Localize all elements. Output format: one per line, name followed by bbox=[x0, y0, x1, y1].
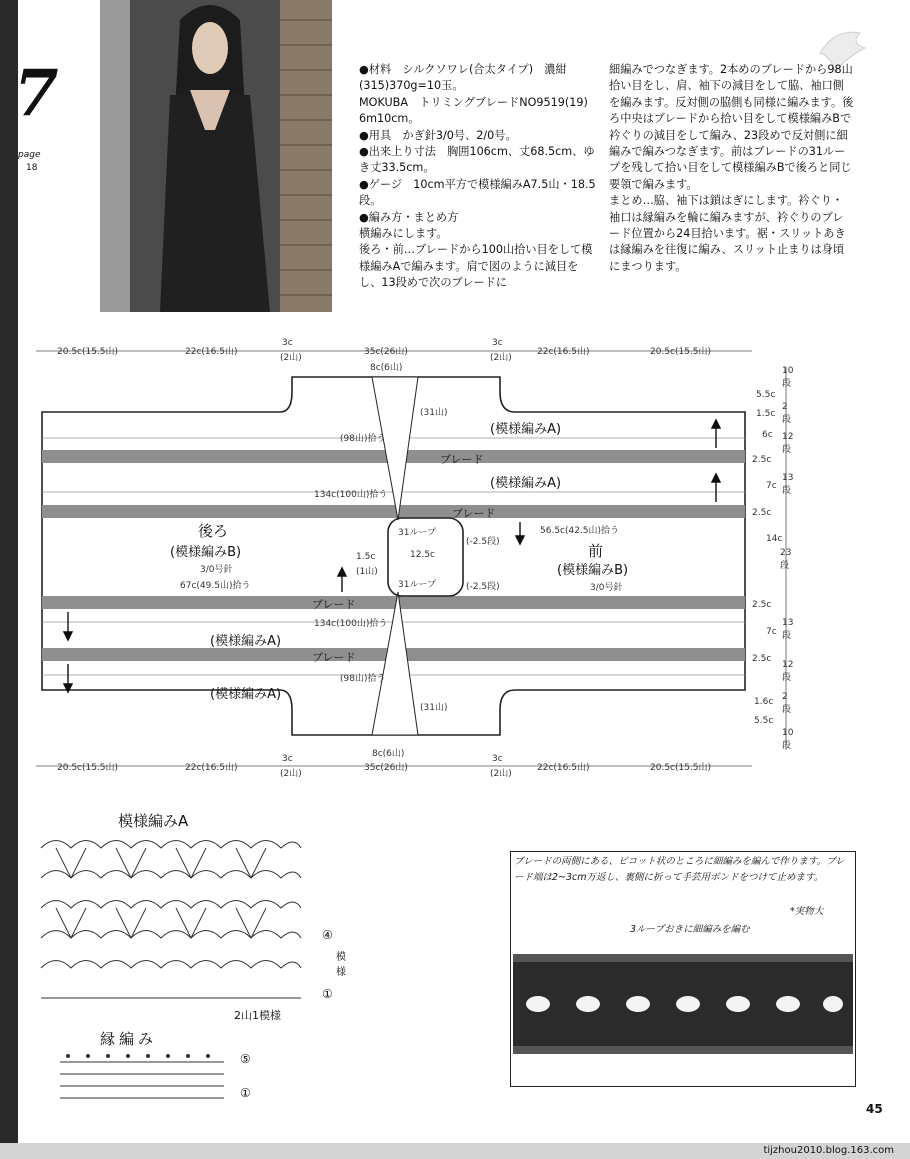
side-dim-4: 2段 bbox=[782, 402, 792, 425]
chart-a-title: 模様編みA bbox=[118, 812, 189, 830]
pickup-134-bottom: 134c(100山)拾う bbox=[314, 619, 388, 629]
braid-label-1: ブレード bbox=[440, 453, 484, 466]
back-needle: 3/0号針 bbox=[200, 565, 233, 575]
model-photo-graphic bbox=[100, 0, 332, 312]
dim-bottom-3: 3c bbox=[282, 754, 293, 764]
side-dim-17: 12段 bbox=[782, 660, 794, 683]
dim-top-4: (2山) bbox=[280, 353, 302, 363]
side-dim-15: 13段 bbox=[782, 618, 794, 641]
pickup-134-top: 134c(100山)拾う bbox=[314, 490, 388, 500]
side-dim-2: 10段 bbox=[782, 366, 794, 389]
pattern-a-label-3: (模様編みA) bbox=[210, 634, 282, 649]
braid-illustration bbox=[513, 944, 853, 1064]
side-dim-1: 5.5c bbox=[756, 390, 776, 400]
front-pickup: 56.5c(42.5山)拾う bbox=[540, 526, 620, 536]
loop-note: 3ループおきに細編みを編む bbox=[630, 924, 750, 935]
edge-row-5: ⑤ bbox=[240, 1052, 251, 1066]
back-pickup: 67c(49.5山)拾う bbox=[180, 581, 251, 591]
dim-top-10: 20.5c(15.5山) bbox=[650, 347, 712, 357]
back-label: 後ろ bbox=[198, 522, 229, 540]
braid-label-4: ブレード bbox=[312, 651, 356, 664]
side-dim-18: 1.6c bbox=[754, 697, 774, 707]
braid-label-3: ブレード bbox=[312, 598, 356, 611]
dim-bottom-7: 3c bbox=[492, 754, 503, 764]
dim-bottom-2: 22c(16.5山) bbox=[185, 763, 238, 773]
dim-top-2: 22c(16.5山) bbox=[185, 347, 238, 357]
pattern-a-label-1: (模様編みA) bbox=[490, 422, 562, 437]
edge-graphic bbox=[58, 1050, 226, 1102]
paren-31-bottom: (31山) bbox=[420, 703, 448, 713]
braid-2 bbox=[42, 505, 745, 518]
edge-row-1: ① bbox=[240, 1086, 251, 1100]
side-dim-16: 2.5c bbox=[752, 654, 772, 664]
neck-depth: 1.5c bbox=[356, 552, 376, 562]
side-dim-11: 14c bbox=[766, 534, 783, 544]
dim-top-3: 3c bbox=[282, 338, 293, 348]
model-photo bbox=[100, 0, 332, 312]
source-url: tijzhou2010.blog.163.com bbox=[763, 1145, 894, 1156]
braid-note-text: ブレードの両側にある、ピコット状のところに細編みを編んで作ります。ブレード端は2~3cm万返し、裏側に折って手芸用ボンドをつけて止めます。 bbox=[514, 856, 845, 883]
side-dim-9: 13段 bbox=[782, 473, 794, 496]
minus-bottom: (-2.5段) bbox=[466, 582, 500, 592]
page-word: page bbox=[18, 150, 41, 160]
chart-a-graphic bbox=[36, 828, 306, 1008]
dim-bottom-10: 20.5c(15.5山) bbox=[650, 763, 712, 773]
dim-bottom-5: 8c(6山) bbox=[372, 749, 405, 759]
side-dim-8: 7c bbox=[766, 481, 777, 491]
side-dim-7: 2.5c bbox=[752, 455, 772, 465]
side-dim-10: 2.5c bbox=[752, 508, 772, 518]
page-number: 45 bbox=[866, 1102, 883, 1116]
side-dim-21: 10段 bbox=[782, 728, 794, 751]
dim-top-8: (2山) bbox=[490, 353, 512, 363]
side-dim-3: 1.5c bbox=[756, 409, 776, 419]
neck-width: 12.5c bbox=[410, 550, 435, 560]
page-number-badge: 7 bbox=[14, 56, 59, 131]
dim-bottom-4: (2山) bbox=[280, 769, 302, 779]
instructions-col-1: ●材料 シルクソワレ(合太タイプ) 濃紺(315)370g=10玉。 MOKUBA トリミングブレードNO9519(19) 6m10cm。 ●用具 かぎ針3/0号、2/0号。 ●出来上り寸法 胸囲106cm、丈68.5cm、ゆき丈33.5cm。 ●ゲージ 10cm平方で模様編みA7.5山・18.5段。 ●編み方・まとめ方 横編みにします。 後ろ・前…ブレードから100山拾い目をして模様編みAで編みます。肩で図のように減目をし、13段めで次のブレードに bbox=[359, 63, 596, 290]
side-dim-13: 2.5c bbox=[752, 600, 772, 610]
front-label: 前 bbox=[588, 542, 604, 560]
pattern-a-label-4: (模様編みA) bbox=[210, 687, 282, 702]
chart-a-row-1: ① bbox=[322, 987, 333, 1001]
side-dim-5: 6c bbox=[762, 430, 773, 440]
loop31-bottom: 31ループ bbox=[398, 580, 437, 590]
edge-title: 縁編み bbox=[100, 1030, 158, 1048]
neck-depth-2: (1山) bbox=[356, 567, 378, 577]
side-dim-20: 5.5c bbox=[754, 716, 774, 726]
real-size-note: *実物大 bbox=[790, 906, 824, 917]
dim-bottom-8: (2山) bbox=[490, 769, 512, 779]
chart-a-repeat: 2山1模様 bbox=[234, 1009, 281, 1022]
instructions-col-2: 細編みでつなぎます。2本めのブレードから98山拾い目をし、肩、袖下の減目をして脇、袖口側を編みます。反対側の脇側も同様に編みます。後ろ中央はブレードから拾い目をして模様編みBで衿ぐりの減目をして編み、23段めで反対側に細編みで編みつなぎます。前はブレードの31ループを残して拾い目をして模様編みBで後ろと同じ要領で編みます。 まとめ…脇、袖下は鎖はぎにします。衿ぐり・袖口は縁編みを輪に編みますが、衿ぐりのブレード位置から24目拾います。裾・スリットあきは縁編みを往復に編み、スリット止まりは身頃にまつります。 bbox=[609, 63, 854, 273]
dim-top-6: 8c(6山) bbox=[370, 363, 403, 373]
braid-3 bbox=[42, 596, 745, 609]
dim-top-9: 22c(16.5山) bbox=[537, 347, 590, 357]
pickup-98-bottom: (98山)拾う bbox=[340, 674, 386, 684]
front-pattern-label: (模様編みB) bbox=[557, 563, 629, 578]
dim-top-5: 35c(26山) bbox=[364, 347, 408, 357]
loop31-top: 31ループ bbox=[398, 528, 437, 538]
braid-label-2: ブレード bbox=[452, 507, 496, 520]
side-dim-12: 23段 bbox=[780, 548, 792, 571]
dim-bottom-6: 35c(26山) bbox=[364, 763, 408, 773]
side-dim-19: 2段 bbox=[782, 692, 792, 715]
paren-31-top: (31山) bbox=[420, 408, 448, 418]
front-needle: 3/0号針 bbox=[590, 583, 623, 593]
back-pattern-label: (模様編みB) bbox=[170, 545, 242, 560]
side-dim-14: 7c bbox=[766, 627, 777, 637]
dim-top-7: 3c bbox=[492, 338, 503, 348]
page-ref: 18 bbox=[26, 163, 38, 173]
dim-bottom-1: 20.5c(15.5山) bbox=[57, 763, 119, 773]
pattern-a-label-2: (模様編みA) bbox=[490, 476, 562, 491]
chart-a-side: 模様 bbox=[336, 952, 346, 978]
minus-top: (-2.5段) bbox=[466, 537, 500, 547]
dim-top-1: 20.5c(15.5山) bbox=[57, 347, 119, 357]
pickup-98-top: (98山)拾う bbox=[340, 434, 386, 444]
side-dim-6: 12段 bbox=[782, 432, 794, 455]
chart-a-row-4: ④ bbox=[322, 928, 333, 942]
dim-bottom-9: 22c(16.5山) bbox=[537, 763, 590, 773]
